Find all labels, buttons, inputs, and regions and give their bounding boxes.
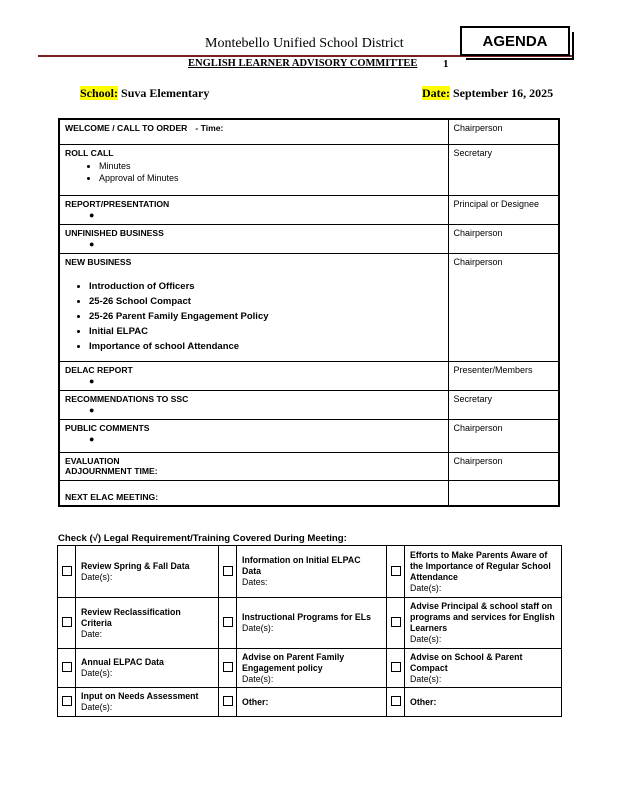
check-item-title: Information on Initial ELPAC Data <box>242 555 361 576</box>
checkbox-parent-engagement-policy[interactable] <box>223 662 233 672</box>
public-comments-bullet: ● <box>89 433 95 444</box>
report-role: Principal or Designee <box>448 195 559 224</box>
agenda-row-delac <box>59 361 559 390</box>
check-item-title: Annual ELPAC Data <box>81 657 164 667</box>
date-label: Date: <box>422 86 450 100</box>
check-item-title: Other: <box>410 696 437 707</box>
checkbox-instructional-programs[interactable] <box>223 617 233 627</box>
delac-bullet: ● <box>89 375 95 386</box>
check-item-date: Date(s): <box>242 673 274 684</box>
report-title: REPORT/PRESENTATION <box>65 198 170 209</box>
roll-call-title: ROLL CALL <box>65 147 114 158</box>
check-item-title: Instructional Programs for ELs <box>242 612 372 622</box>
agenda-row-report <box>59 195 559 224</box>
school-value: Suva Elementary <box>121 86 210 100</box>
checkbox-advise-principal[interactable] <box>391 617 401 627</box>
unfinished-bullet: ● <box>89 238 95 249</box>
checklist-row <box>58 649 562 688</box>
agenda-label-box <box>460 26 570 56</box>
evaluation-title: EVALUATION <box>65 455 120 466</box>
agenda-row-welcome <box>59 119 559 144</box>
check-item-date: Date(s): <box>81 571 113 582</box>
check-item-title: Advise on Parent Family Engagement policy <box>242 651 345 673</box>
new-business-item: • 25-26 School Compact <box>89 296 443 307</box>
check-item-date: Date(s): <box>81 702 113 712</box>
check-item-title: Advise on School & Parent Compact <box>410 651 523 673</box>
roll-call-list <box>65 161 443 183</box>
public-comments-title: PUBLIC COMMENTS <box>65 422 150 433</box>
unfinished-role: Chairperson <box>448 224 559 253</box>
check-item-title: Input on Needs Assessment <box>81 691 199 701</box>
new-business-item: • Initial ELPAC <box>89 326 443 337</box>
delac-role: Presenter/Members <box>448 361 559 390</box>
checkbox-review-spring-fall[interactable] <box>62 566 72 576</box>
check-item-title: Efforts to Make Parents Aware of the Importance of Regular School Attendance <box>410 549 551 582</box>
agenda-row-recommendations <box>59 390 559 419</box>
adjournment-time-label: ADJOURNMENT TIME: <box>65 465 158 476</box>
new-business-item: • Introduction of Officers <box>89 281 443 292</box>
roll-call-role: Secretary <box>448 144 559 195</box>
agenda-table <box>58 118 560 507</box>
welcome-role: Chairperson <box>448 119 559 144</box>
public-comments-role: Chairperson <box>448 419 559 452</box>
check-item-date: Date(s): <box>81 668 113 678</box>
next-meeting-role <box>448 480 559 506</box>
checkbox-other-2[interactable] <box>391 696 401 706</box>
welcome-time-label: - Time: <box>195 123 224 133</box>
check-item-title: Review Reclassification Criteria <box>81 606 181 628</box>
check-item-date: Date(s): <box>410 582 442 593</box>
check-item-title: Other: <box>242 696 269 707</box>
checklist-row <box>58 546 562 598</box>
welcome-title: WELCOME / CALL TO ORDER <box>65 123 188 133</box>
agenda-label: AGENDA <box>482 32 548 50</box>
new-business-list <box>65 281 443 352</box>
recommendations-bullet: ● <box>89 404 95 415</box>
checklist-row <box>58 598 562 649</box>
school-line <box>80 86 209 101</box>
agenda-row-roll-call <box>59 144 559 195</box>
new-business-title: NEW BUSINESS <box>65 256 132 267</box>
agenda-row-evaluation <box>59 452 559 480</box>
check-item-date: Date: <box>81 628 103 639</box>
unfinished-title: UNFINISHED BUSINESS <box>65 227 164 238</box>
new-business-item: • 25-26 Parent Family Engagement Policy <box>89 311 443 322</box>
district-name: Montebello Unified School District <box>205 36 404 51</box>
committee-title: ENGLISH LEARNER ADVISORY COMMITTEE <box>188 58 418 69</box>
check-item-date: Dates: <box>242 577 268 587</box>
checklist-row <box>58 688 562 717</box>
check-item-date: Date(s): <box>410 634 442 644</box>
check-item-title: Advise Principal & school staff on programs and services for English Learners <box>410 601 555 633</box>
check-item-date: Date(s): <box>242 623 274 633</box>
roll-call-item-minutes: • Minutes <box>99 161 443 171</box>
checkbox-attendance-efforts[interactable] <box>391 566 401 576</box>
checklist-table <box>57 545 562 717</box>
recommendations-role: Secretary <box>448 390 559 419</box>
agenda-row-unfinished <box>59 224 559 253</box>
checklist-title: Check (√) Legal Requirement/Training Covered During Meeting: <box>58 533 347 544</box>
new-business-role: Chairperson <box>448 253 559 361</box>
next-meeting-label: NEXT ELAC MEETING: <box>65 492 159 502</box>
checkbox-school-parent-compact[interactable] <box>391 662 401 672</box>
checkbox-needs-assessment[interactable] <box>62 696 72 706</box>
date-line <box>422 86 553 101</box>
checkbox-annual-elpac[interactable] <box>62 662 72 672</box>
roll-call-item-approval: • Approval of Minutes <box>99 173 443 183</box>
agenda-row-public-comments <box>59 419 559 452</box>
date-value: September 16, 2025 <box>452 86 554 100</box>
delac-title: DELAC REPORT <box>65 364 133 375</box>
check-item-title: Review Spring & Fall Data <box>81 560 190 571</box>
checkbox-initial-elpac[interactable] <box>223 566 233 576</box>
agenda-row-next-meeting <box>59 480 559 506</box>
check-item-date: Date(s): <box>410 673 442 684</box>
school-label: School: <box>80 86 119 100</box>
report-bullet: ● <box>89 209 95 220</box>
agenda-row-new-business <box>59 253 559 361</box>
checkbox-other-1[interactable] <box>223 696 233 706</box>
page-number: 1 <box>443 58 449 70</box>
evaluation-role: Chairperson <box>448 452 559 480</box>
new-business-item: • Importance of school Attendance <box>89 341 443 352</box>
checkbox-reclassification[interactable] <box>62 617 72 627</box>
recommendations-title: RECOMMENDATIONS TO SSC <box>65 393 189 404</box>
